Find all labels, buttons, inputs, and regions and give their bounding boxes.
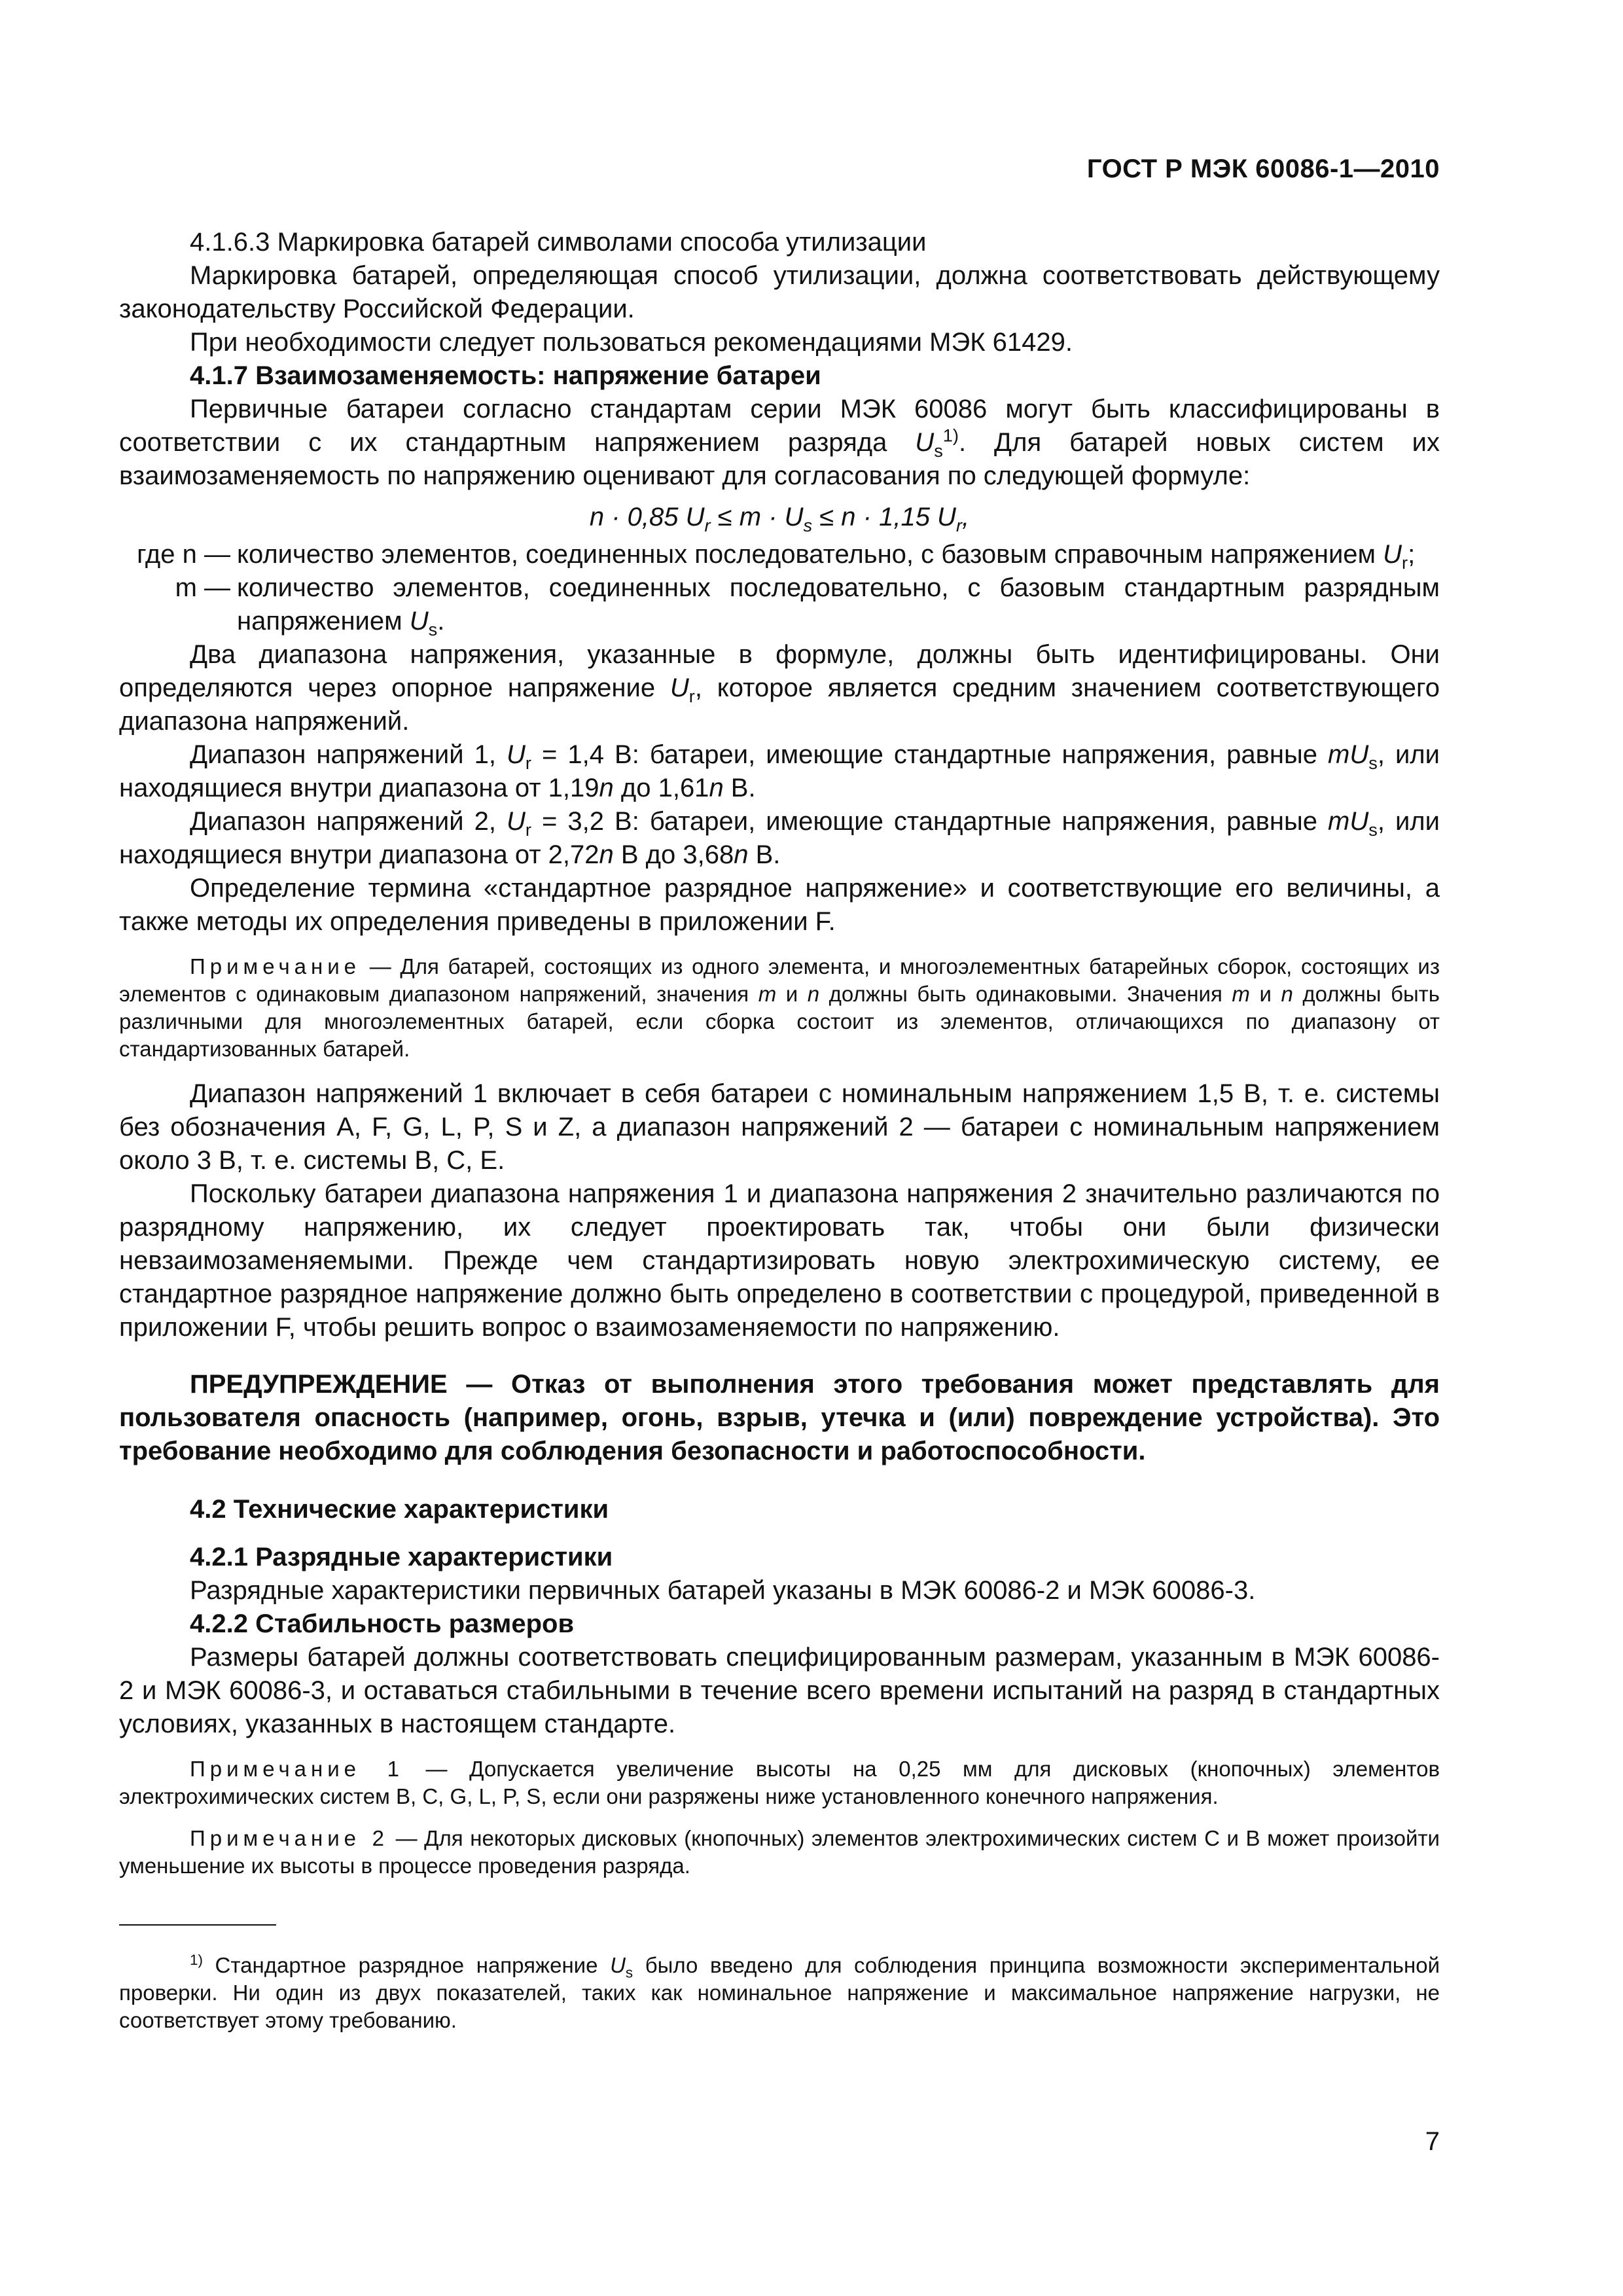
voltage-formula: n · 0,85 $U_r \le m \cdot U_s \le n \cdot 1,15$ $U_r$, [589, 503, 970, 535]
section-4-1-6-3-paragraph-1: Маркировка батарей, определяющая способ утилизации, должна соответствовать действующему законодательству Российской Федерации. [119, 261, 1440, 323]
section-4-2-2-paragraph: Размеры батарей должны соответствовать специфицированным размерам, указанным в МЭК 60086-2 и МЭК 60086-3, и оставаться стабильными в течение всего времени испытаний на разряд в стандартных условиях, указанных в настоящем стандарте. [119, 1643, 1440, 1738]
section-4-1-6-3-title: 4.1.6.3 Маркировка батарей символами способа утилизации [190, 228, 927, 257]
section-4-2-1-title: 4.2.1 Разрядные характеристики [190, 1543, 613, 1571]
page-number: 7 [1425, 2127, 1440, 2156]
section-4-2-2-title: 4.2.2 Стабильность размеров [190, 1609, 575, 1638]
document-body [119, 226, 1440, 2034]
definition-m [119, 571, 1440, 638]
footnote-1: $^{1)}$ Стандартное разрядное напряжение $U_s$ было введено для соблюдения принципа возможности экспериментальной проверки. Ни один из двух показателей, таких как номинальное напряжение и максимальное напряжение нагрузки, не соответствует этому требованию. [119, 1952, 1440, 2032]
section-4-1-7-paragraph-1: Первичные батареи согласно стандартам серии МЭК 60086 могут быть классифицированы в соответствии с их стандартным напряжением разряда $U_s^{1)}$. Для батарей новых систем их взаимозаменяемость по напряжению оценивают для согласования по следующей формуле: [119, 395, 1440, 490]
note-1-height-increase: Примечание 1 — Допускается увеличение высоты на 0,25 мм для дисковых (кнопочных) элементов электрохимических систем B, C, G, L, P, S, если они разряжены ниже установленного конечного напряжения. [119, 1757, 1440, 1808]
note-2-height-decrease: Примечание 2 — Для некоторых дисковых (кнопочных) элементов электрохимических систем C и B может произойти уменьшение их высоты в процессе проведения разряда. [119, 1826, 1440, 1878]
note-voltage-ranges: Примечание — Для батарей, состоящих из одного элемента, и многоэлементных батарейных сборок, состоящих из элементов с одинаковым диапазоном напряжений, значения m и n должны быть одинаковыми. Значения m и n должны быть различными для многоэлементных батарей, если сборка состоит из элементов, отличающихся по диапазону от стандартизованных батарей. [119, 954, 1440, 1061]
definition-n [119, 538, 1440, 571]
definition-m-text: количество элементов, соединенных последовательно, с базовым стандартным разрядным напряжением $U_s$. [237, 573, 1440, 639]
section-4-1-7-paragraph-5: Определение термина «стандартное разрядное напряжение» и соответствующие его величины, а также методы их определения приведены в приложении F. [119, 874, 1440, 936]
section-4-1-6-3-paragraph-2: При необходимости следует пользоваться рекомендациями МЭК 61429. [190, 328, 1073, 357]
document-code-header: ГОСТ Р МЭК 60086-1—2010 [1086, 154, 1440, 183]
section-4-2-1-paragraph: Разрядные характеристики первичных батарей указаны в МЭК 60086-2 и МЭК 60086-3. [190, 1576, 1256, 1605]
definition-n-text: количество элементов, соединенных последовательно, с базовым справочным напряжением $U_r$; [237, 540, 1416, 573]
warning-paragraph: ПРЕДУПРЕЖДЕНИЕ — Отказ от выполнения этого требования может представлять для пользователя опасность (например, огонь, взрыв, утечка и (или) повреждение устройства). Это требование необходимо для соблюдения безопасности и работоспособности. [119, 1370, 1440, 1465]
section-4-1-7-title: 4.1.7 Взаимозаменяемость: напряжение батареи [190, 361, 821, 390]
formula-definitions [119, 538, 1440, 638]
voltage-range-1-paragraph: Диапазон напряжений 1, $U_r = 1,4$ В: батареи, имеющие стандартные напряжения, равные $mU_s$, или находящиеся внутри диапазона от 1,19n до 1,61n В. [119, 740, 1440, 802]
footnote-separator [119, 1924, 276, 1926]
definition-n-term: где n — [137, 540, 230, 569]
section-4-1-7-paragraph-7: Поскольку батареи диапазона напряжения 1 и диапазона напряжения 2 значительно различаются по разрядному напряжению, их следует проектировать так, чтобы они были физически невзаимозаменяемыми. Прежде чем стандартизировать новую электрохимическую систему, ее стандартное разрядное напряжение должно быть определено в соответствии с процедурой, приведенной в приложении F, чтобы решить вопрос о взаимозаменяемости по напряжению. [119, 1179, 1440, 1342]
section-4-2-title: 4.2 Технические характеристики [190, 1495, 609, 1524]
voltage-range-2-paragraph: Диапазон напряжений 2, $U_r = 3,2$ В: батареи, имеющие стандартные напряжения, равные $mU_s$, или находящиеся внутри диапазона от 2,72n В до 3,68n В. [119, 807, 1440, 869]
definition-m-term: m — [175, 573, 230, 602]
section-4-1-7-paragraph-2: Два диапазона напряжения, указанные в формуле, должны быть идентифицированы. Они определяются через опорное напряжение $U_r$, которое является средним значением соответствующего диапазона напряжений. [119, 640, 1440, 736]
section-4-1-7-paragraph-6: Диапазон напряжений 1 включает в себя батареи с номинальным напряжением 1,5 В, т. е. системы без обозначения A, F, G, L, P, S и Z, а диапазон напряжений 2 — батареи с номинальным напряжением около 3 В, т. е. системы B, C, E. [119, 1079, 1440, 1175]
